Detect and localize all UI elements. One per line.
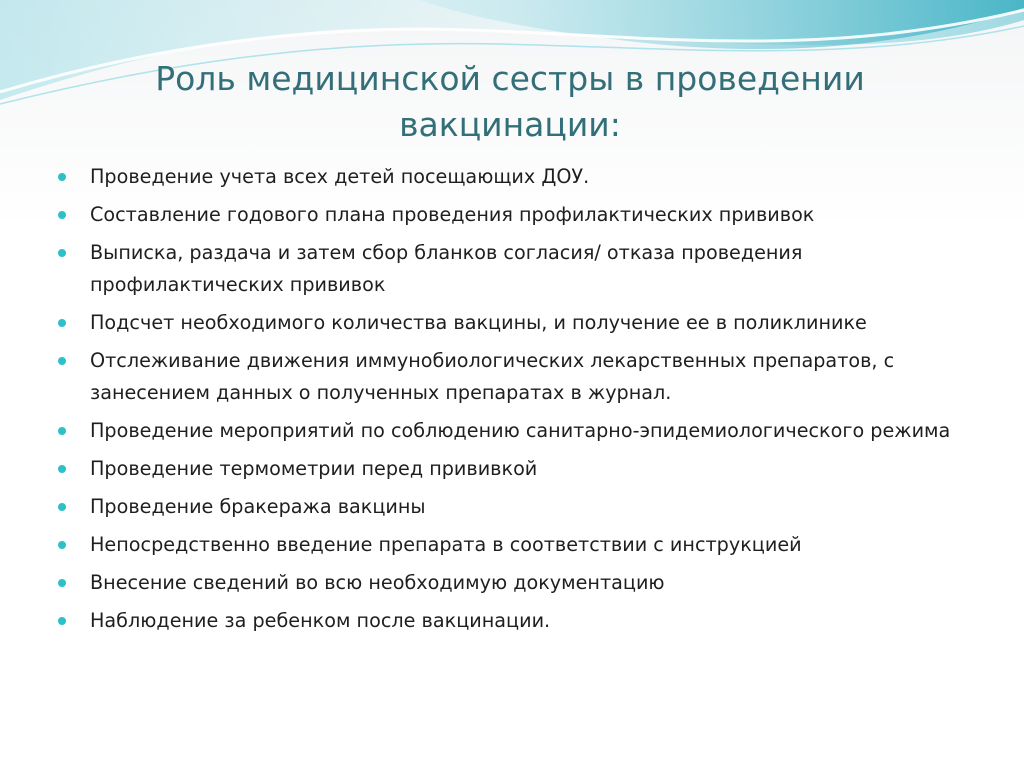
list-item-text: Составление годового плана проведения профилактических прививок [90, 203, 815, 226]
list-item [58, 605, 978, 637]
list-item-text: Выписка, раздача и затем сбор бланков согласия/ отказа проведения профилактических прививок [90, 241, 803, 296]
bullet-icon [58, 249, 66, 257]
list-item [58, 161, 978, 193]
bullet-icon [58, 579, 66, 587]
bullet-icon [58, 211, 66, 219]
bullet-icon [58, 503, 66, 511]
bullet-icon [58, 465, 66, 473]
list-item-text: Проведение учета всех детей посещающих ДОУ. [90, 165, 590, 188]
bullet-icon [58, 319, 66, 327]
list-item [58, 345, 978, 409]
bullet-icon [58, 541, 66, 549]
list-item-text: Непосредственно введение препарата в соответствии с инструкцией [90, 533, 802, 556]
list-item [58, 491, 978, 523]
list-item-text: Подсчет необходимого количества вакцины, и получение ее в поликлинике [90, 311, 867, 334]
list-item-text: Внесение сведений во всю необходимую документацию [90, 571, 665, 594]
bullet-icon [58, 617, 66, 625]
list-item-text: Проведение мероприятий по соблюдению санитарно-эпидемиологического режима [90, 419, 951, 442]
bullet-icon [58, 357, 66, 365]
title-line-1: Роль медицинской сестры в проведении [155, 59, 865, 98]
bullet-list [58, 161, 978, 643]
list-item [58, 307, 978, 339]
list-item-text: Отслеживание движения иммунобиологических лекарственных препаратов, с занесением данных о полученных препаратах в журнал. [90, 349, 895, 404]
list-item [58, 453, 978, 485]
list-item-text: Наблюдение за ребенком после вакцинации. [90, 609, 551, 632]
title-line-2: вакцинации: [399, 105, 621, 144]
bullet-icon [58, 427, 66, 435]
list-item-text: Проведение термометрии перед прививкой [90, 457, 538, 480]
list-item [58, 529, 978, 561]
page-title [100, 56, 920, 148]
list-item [58, 237, 978, 301]
bullet-icon [58, 173, 66, 181]
list-item [58, 415, 978, 447]
list-item [58, 199, 978, 231]
list-item [58, 567, 978, 599]
list-item-text: Проведение бракеража вакцины [90, 495, 426, 518]
